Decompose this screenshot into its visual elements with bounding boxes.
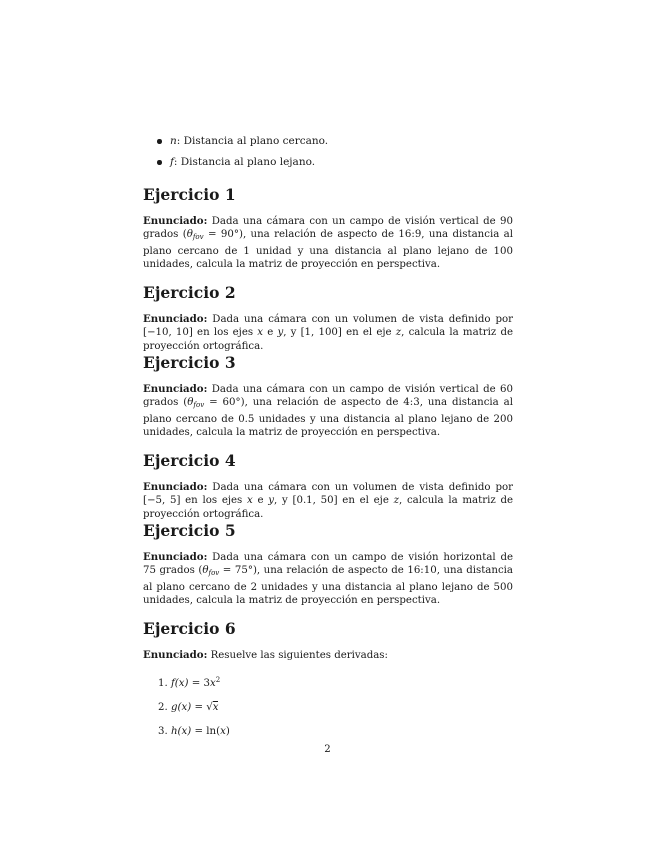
- bullet-list: [157, 131, 328, 173]
- exercise-3: [143, 354, 513, 440]
- list-item: f: Distancia al plano lejano.: [157, 152, 328, 173]
- exercise-3-statement: Enunciado: Dada una cámara con un campo de visión vertical de 60 grados $(\theta_{fov} = 60^\circ)$, una relación de aspecto de 4:3, una distancia al plano cercano de 0.5 unidades y una distancia al plano lejano de 200 unidades, calcula la matriz de proyección en perspectiva.: [143, 383, 513, 439]
- exercise-6: [143, 620, 513, 742]
- statement-label: Enunciado:: [143, 481, 208, 493]
- exercise-1: [143, 186, 513, 272]
- list-item: n: Distancia al plano cercano.: [157, 131, 328, 152]
- exercise-1-statement: Enunciado: Dada una cámara con un campo de visión vertical de 90 grados $(\theta_{fov} = 90^\circ)$, una relación de aspecto de 16:9, una distancia al plano cercano de 1 unidad y una distancia al plano lejano de 100 unidades, calcula la matriz de proyección en perspectiva.: [143, 215, 513, 271]
- exercise-6-title: Ejercicio 6: [143, 619, 236, 638]
- exercise-5-title: Ejercicio 5: [143, 521, 236, 540]
- exercise-6-statement: Enunciado: Resuelve las siguientes derivadas:: [143, 649, 388, 661]
- page-number: 2: [324, 744, 331, 755]
- exercise-1-title: Ejercicio 1: [143, 185, 236, 204]
- statement-label: Enunciado:: [143, 551, 208, 563]
- exercise-4: [143, 452, 513, 521]
- exercise-2-title: Ejercicio 2: [143, 283, 236, 302]
- exercise-2: [143, 284, 513, 353]
- exercise-3-title: Ejercicio 3: [143, 353, 236, 372]
- list-item: 2. g(x) = √x: [158, 702, 219, 714]
- exercise-4-title: Ejercicio 4: [143, 451, 236, 470]
- exercise-5-statement: Enunciado: Dada una cámara con un campo de visión horizontal de 75 grados $(\theta_{fov} = 75^\circ)$, una relación de aspecto de 16:10, una distancia al plano cercano de 2 unidades y una distancia al plano lejano de 500 unidades, calcula la matriz de proyección en perspectiva.: [143, 551, 513, 607]
- list-item: 1. $f(x) = 3x^2$: [158, 676, 221, 690]
- statement-label: Enunciado:: [143, 649, 208, 661]
- derivatives-list: [143, 670, 513, 742]
- statement-label: Enunciado:: [143, 313, 208, 325]
- list-item: 3. h(x) = ln(x): [158, 726, 230, 738]
- exercise-5: [143, 522, 513, 608]
- statement-label: Enunciado:: [143, 383, 208, 395]
- exercise-4-statement: Enunciado: Dada una cámara con un volumen de vista definido por [−5, 5] en los ejes x e y, y [0.1, 50] en el eje z, calcula la matriz de proyección ortográfica.: [143, 481, 513, 520]
- statement-label: Enunciado:: [143, 215, 208, 227]
- exercise-2-statement: Enunciado: Dada una cámara con un volumen de vista definido por [−10, 10] en los ejes x e y, y [1, 100] en el eje z, calcula la matriz de proyección ortográfica.: [143, 313, 513, 352]
